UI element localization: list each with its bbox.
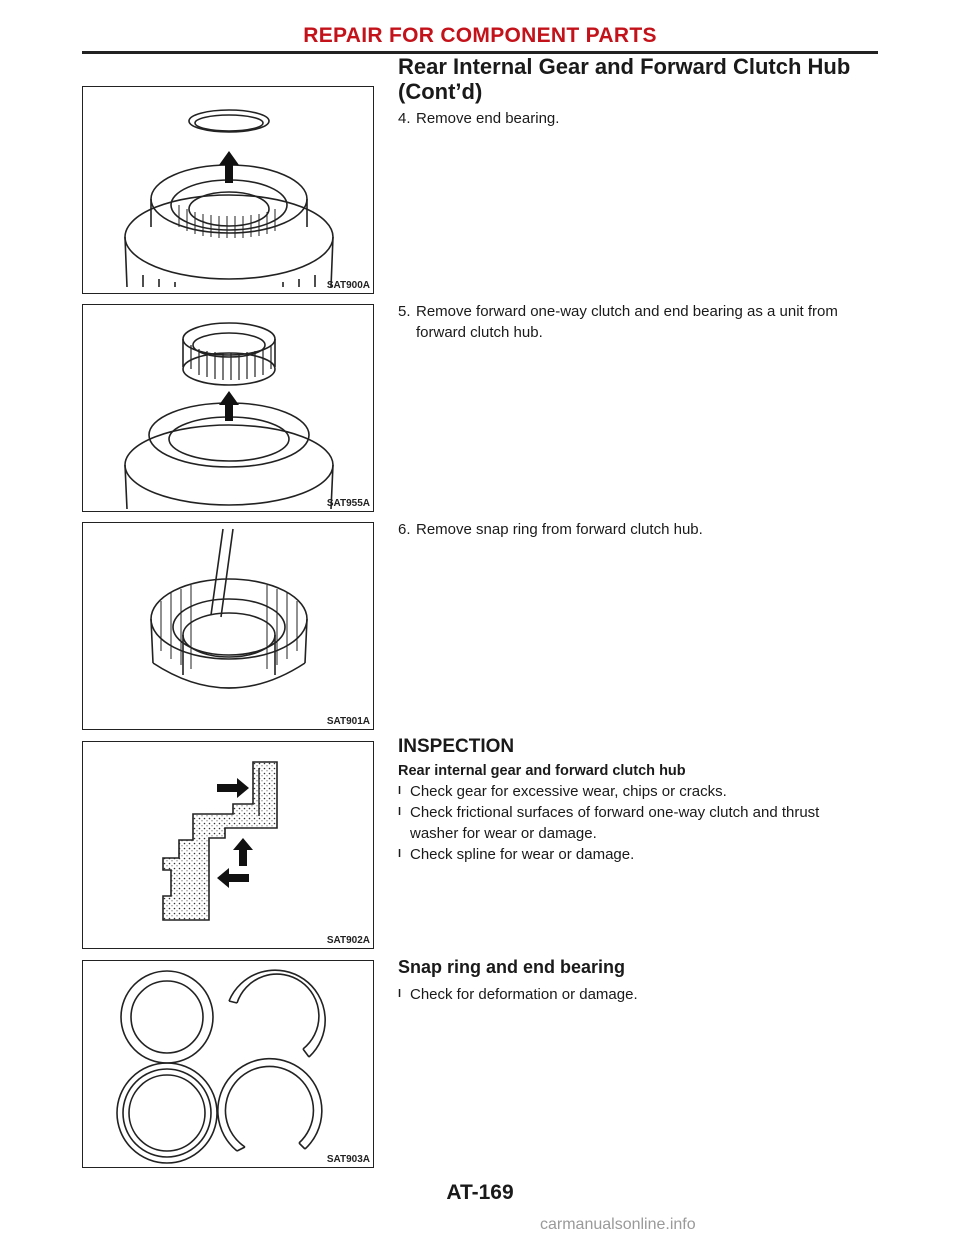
figure-code: SAT955A [326, 498, 370, 509]
figure-code: SAT900A [326, 280, 370, 291]
step-text-line2: forward clutch hub. [416, 324, 543, 341]
inspection-subheading: Rear internal gear and forward clutch hub [398, 763, 686, 779]
figure-end-bearing [82, 86, 374, 294]
page-title-line1: Rear Internal Gear and Forward Clutch Hub [398, 54, 851, 79]
inspection-list [398, 781, 888, 865]
step-text: Remove snap ring from forward clutch hub. [416, 521, 703, 538]
figure-code: SAT901A [326, 716, 370, 727]
clutch-hub-section-illustration [83, 742, 374, 949]
bullet-icon: l [398, 785, 402, 797]
page-number: AT-169 [446, 1181, 514, 1204]
figure-snap-rings-bearings [82, 960, 374, 1168]
page-title [398, 54, 898, 104]
figure-snap-ring-removal [82, 522, 374, 730]
watermark: carmanualsonline.info [540, 1216, 696, 1233]
step-text: Remove end bearing. [416, 110, 560, 127]
snap-rings-bearings-illustration [83, 961, 374, 1168]
snap-ring-heading: Snap ring and end bearing [398, 957, 626, 977]
section-header: REPAIR FOR COMPONENT PARTS [303, 24, 657, 47]
bullet-icon: l [398, 848, 402, 860]
step-4 [398, 108, 888, 129]
list-item: l Check spline for wear or damage. [398, 846, 635, 863]
snap-ring-removal-illustration [83, 523, 374, 730]
step-number: 5. [398, 303, 411, 320]
list-item: l Check for deformation or damage. [398, 986, 638, 1003]
snap-ring-list [398, 984, 888, 1005]
step-text-line1: Remove forward one-way clutch and end bearing as a unit from [416, 303, 838, 320]
figure-clutch-hub-section [82, 741, 374, 949]
step-number: 4. [398, 110, 411, 127]
list-item-continuation: washer for wear or damage. [410, 825, 597, 842]
figure-code: SAT902A [326, 935, 370, 946]
bullet-icon: l [398, 988, 402, 1000]
one-way-clutch-illustration [83, 305, 374, 512]
list-item: l Check gear for excessive wear, chips or cracks. [398, 783, 727, 800]
step-5 [398, 301, 888, 343]
step-number: 6. [398, 521, 411, 538]
list-item: l Check frictional surfaces of forward one-way clutch and thrust [398, 804, 820, 821]
figure-code: SAT903A [326, 1154, 370, 1165]
step-6 [398, 519, 888, 540]
end-bearing-illustration [83, 87, 374, 294]
inspection-heading: INSPECTION [398, 736, 515, 757]
figure-one-way-clutch [82, 304, 374, 512]
bullet-icon: l [398, 806, 402, 818]
page-title-line2: (Cont’d) [398, 79, 483, 104]
